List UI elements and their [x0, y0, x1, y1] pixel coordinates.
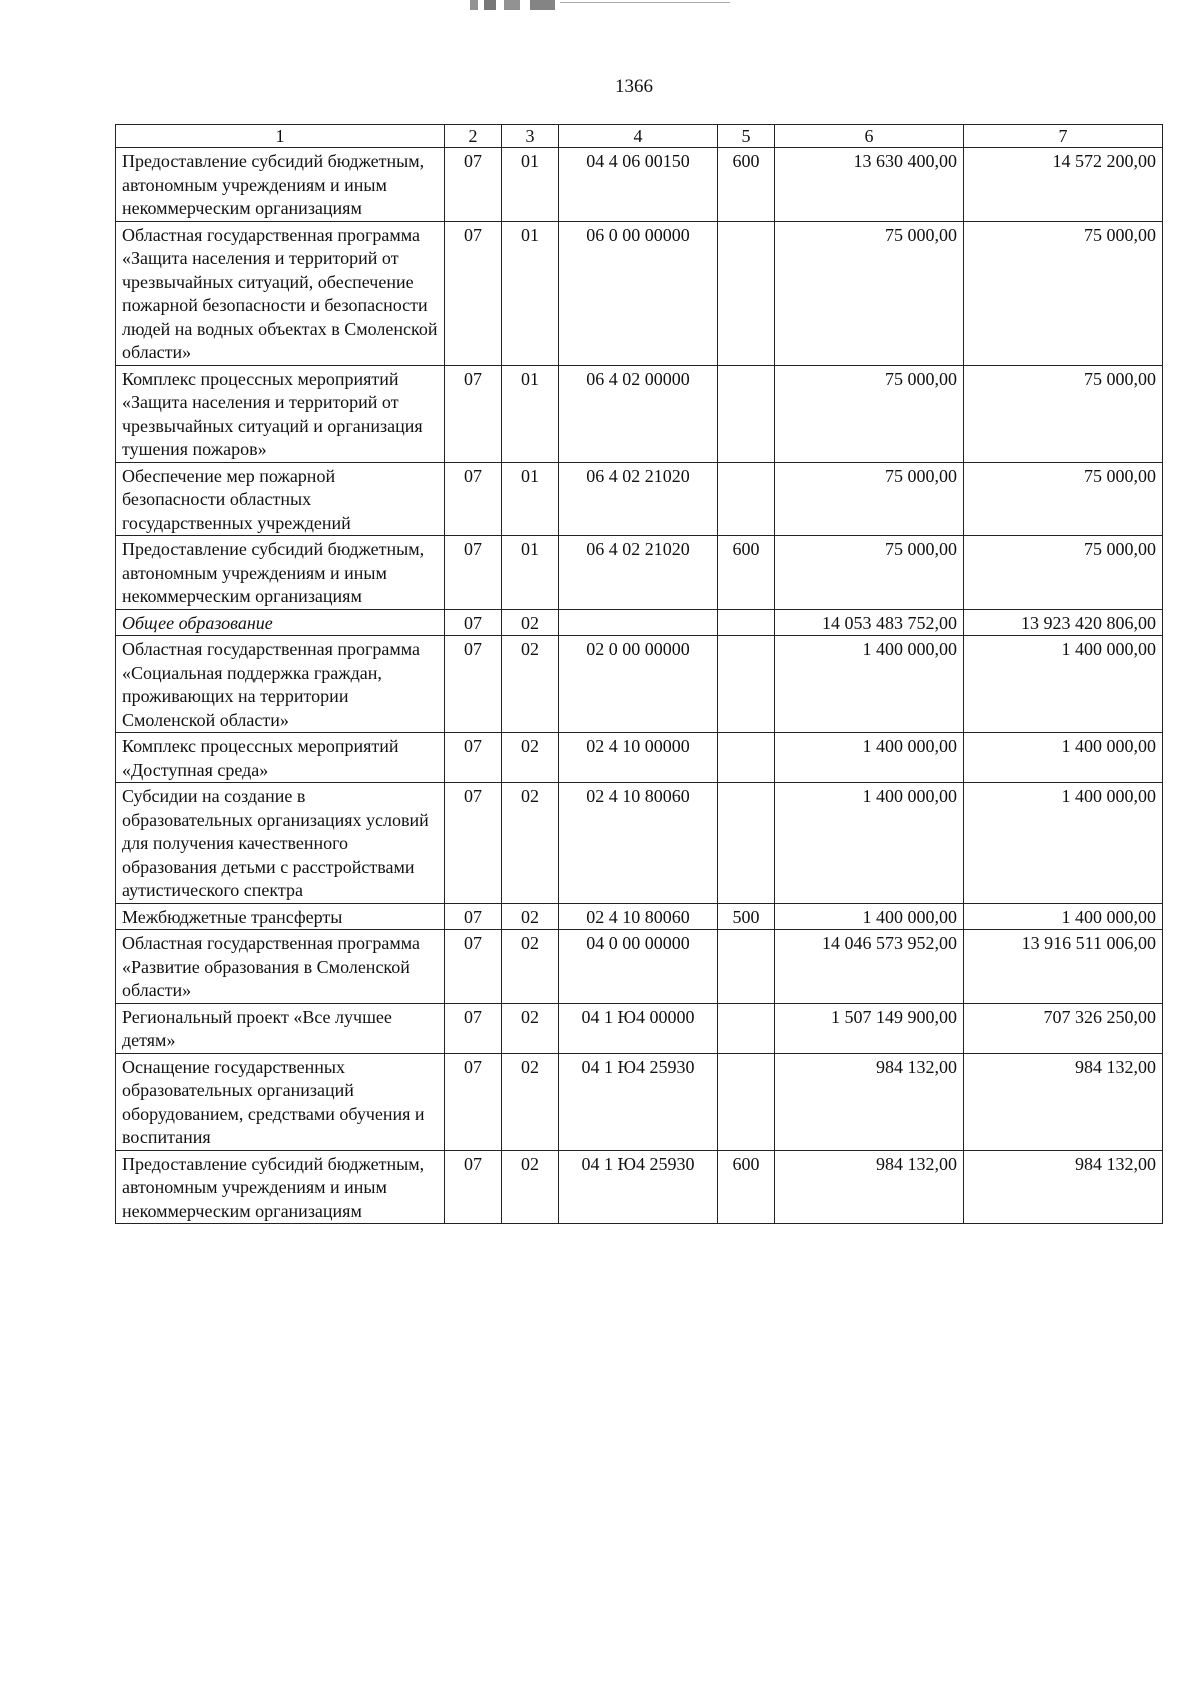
table-row: [116, 783, 1163, 904]
amount-year1-cell: 75 000,00: [775, 221, 964, 365]
target-article-cell: 02 4 10 80060: [559, 783, 718, 904]
column-header: 1: [116, 125, 445, 148]
amount-year1-cell: 75 000,00: [775, 365, 964, 462]
subsection-code-cell: 01: [502, 221, 559, 365]
subsection-code-cell: 02: [502, 1053, 559, 1150]
target-article-cell: 02 0 00 00000: [559, 636, 718, 733]
table-row: [116, 609, 1163, 636]
row-name-cell: Предоставление субсидий бюджетным, автономным учреждениям и иным некоммерческим организациям: [116, 536, 445, 610]
amount-year2-cell: 13 923 420 806,00: [964, 609, 1163, 636]
target-article-cell: 04 1 Ю4 00000: [559, 1003, 718, 1053]
row-name-cell: Областная государственная программа «Развитие образования в Смоленской области»: [116, 930, 445, 1004]
amount-year2-cell: 75 000,00: [964, 462, 1163, 536]
row-name-cell: Комплекс процессных мероприятий «Доступная среда»: [116, 733, 445, 783]
table-header-row: [116, 125, 1163, 148]
amount-year1-cell: 75 000,00: [775, 536, 964, 610]
row-name-cell: Областная государственная программа «Социальная поддержка граждан, проживающих на территории Смоленской области»: [116, 636, 445, 733]
row-name-cell: Межбюджетные трансферты: [116, 903, 445, 930]
table-row: [116, 930, 1163, 1004]
column-header: 4: [559, 125, 718, 148]
row-name-cell: Региональный проект «Все лучшее детям»: [116, 1003, 445, 1053]
section-code-cell: 07: [445, 1003, 502, 1053]
row-name-cell: Областная государственная программа «Защита населения и территорий от чрезвычайных ситуаций, обеспечение пожарной безопасности и безопасности людей на водных объектах в Смоленской области»: [116, 221, 445, 365]
section-code-cell: 07: [445, 365, 502, 462]
section-code-cell: 07: [445, 462, 502, 536]
scan-artifact: [470, 0, 555, 10]
amount-year2-cell: 75 000,00: [964, 221, 1163, 365]
expense-type-cell: 500: [718, 903, 775, 930]
scan-artifact-line: [560, 2, 730, 3]
subsection-code-cell: 02: [502, 1003, 559, 1053]
expense-type-cell: [718, 365, 775, 462]
subsection-code-cell: 01: [502, 536, 559, 610]
expense-type-cell: [718, 930, 775, 1004]
amount-year2-cell: 1 400 000,00: [964, 636, 1163, 733]
expense-type-cell: [718, 1003, 775, 1053]
column-header: 2: [445, 125, 502, 148]
subsection-code-cell: 02: [502, 903, 559, 930]
row-name-cell: Предоставление субсидий бюджетным, автономным учреждениям и иным некоммерческим организациям: [116, 148, 445, 222]
target-article-cell: 04 1 Ю4 25930: [559, 1150, 718, 1224]
expense-type-cell: [718, 783, 775, 904]
amount-year1-cell: 13 630 400,00: [775, 148, 964, 222]
row-name-cell: Общее образование: [116, 609, 445, 636]
row-name-cell: Оснащение государственных образовательных организаций оборудованием, средствами обучения и воспитания: [116, 1053, 445, 1150]
target-article-cell: 06 4 02 21020: [559, 462, 718, 536]
amount-year2-cell: 13 916 511 006,00: [964, 930, 1163, 1004]
subsection-code-cell: 01: [502, 148, 559, 222]
section-code-cell: 07: [445, 733, 502, 783]
target-article-cell: 04 4 06 00150: [559, 148, 718, 222]
amount-year2-cell: 1 400 000,00: [964, 903, 1163, 930]
table-row: [116, 462, 1163, 536]
target-article-cell: 06 0 00 00000: [559, 221, 718, 365]
amount-year1-cell: 75 000,00: [775, 462, 964, 536]
amount-year2-cell: 1 400 000,00: [964, 783, 1163, 904]
expense-type-cell: 600: [718, 1150, 775, 1224]
page-number: 1366: [615, 76, 653, 97]
amount-year1-cell: 1 400 000,00: [775, 903, 964, 930]
table-row: [116, 221, 1163, 365]
subsection-code-cell: 02: [502, 733, 559, 783]
row-name-cell: Предоставление субсидий бюджетным, автономным учреждениям и иным некоммерческим организациям: [116, 1150, 445, 1224]
amount-year1-cell: 984 132,00: [775, 1053, 964, 1150]
amount-year2-cell: 1 400 000,00: [964, 733, 1163, 783]
table-row: [116, 148, 1163, 222]
section-code-cell: 07: [445, 536, 502, 610]
target-article-cell: [559, 609, 718, 636]
budget-table: [115, 124, 1163, 1224]
section-code-cell: 07: [445, 609, 502, 636]
amount-year2-cell: 14 572 200,00: [964, 148, 1163, 222]
target-article-cell: 02 4 10 80060: [559, 903, 718, 930]
section-code-cell: 07: [445, 903, 502, 930]
expense-type-cell: [718, 462, 775, 536]
subsection-code-cell: 01: [502, 365, 559, 462]
section-code-cell: 07: [445, 221, 502, 365]
amount-year2-cell: 707 326 250,00: [964, 1003, 1163, 1053]
subsection-code-cell: 01: [502, 462, 559, 536]
row-name-cell: Комплекс процессных мероприятий «Защита населения и территорий от чрезвычайных ситуаций и организация тушения пожаров»: [116, 365, 445, 462]
table-row: [116, 1003, 1163, 1053]
amount-year1-cell: 1 507 149 900,00: [775, 1003, 964, 1053]
column-header: 6: [775, 125, 964, 148]
amount-year2-cell: 984 132,00: [964, 1053, 1163, 1150]
table-row: [116, 1053, 1163, 1150]
target-article-cell: 04 0 00 00000: [559, 930, 718, 1004]
section-code-cell: 07: [445, 783, 502, 904]
expense-type-cell: [718, 609, 775, 636]
target-article-cell: 06 4 02 00000: [559, 365, 718, 462]
column-header: 5: [718, 125, 775, 148]
section-code-cell: 07: [445, 930, 502, 1004]
subsection-code-cell: 02: [502, 783, 559, 904]
expense-type-cell: [718, 221, 775, 365]
amount-year2-cell: 984 132,00: [964, 1150, 1163, 1224]
row-name-cell: Обеспечение мер пожарной безопасности областных государственных учреждений: [116, 462, 445, 536]
subsection-code-cell: 02: [502, 930, 559, 1004]
expense-type-cell: [718, 1053, 775, 1150]
amount-year1-cell: 984 132,00: [775, 1150, 964, 1224]
row-name-cell: Субсидии на создание в образовательных организациях условий для получения качественного образования детьми с расстройствами аутистического спектра: [116, 783, 445, 904]
subsection-code-cell: 02: [502, 609, 559, 636]
amount-year1-cell: 14 046 573 952,00: [775, 930, 964, 1004]
expense-type-cell: 600: [718, 148, 775, 222]
subsection-code-cell: 02: [502, 636, 559, 733]
section-code-cell: 07: [445, 636, 502, 733]
target-article-cell: 04 1 Ю4 25930: [559, 1053, 718, 1150]
amount-year1-cell: 1 400 000,00: [775, 733, 964, 783]
table-row: [116, 536, 1163, 610]
table-row: [116, 1150, 1163, 1224]
table-row: [116, 636, 1163, 733]
column-header: 7: [964, 125, 1163, 148]
expense-type-cell: [718, 636, 775, 733]
target-article-cell: 02 4 10 00000: [559, 733, 718, 783]
table-row: [116, 365, 1163, 462]
table-body: [116, 148, 1163, 1224]
section-code-cell: 07: [445, 1150, 502, 1224]
amount-year1-cell: 1 400 000,00: [775, 783, 964, 904]
amount-year2-cell: 75 000,00: [964, 365, 1163, 462]
column-header: 3: [502, 125, 559, 148]
table-row: [116, 903, 1163, 930]
amount-year2-cell: 75 000,00: [964, 536, 1163, 610]
subsection-code-cell: 02: [502, 1150, 559, 1224]
target-article-cell: 06 4 02 21020: [559, 536, 718, 610]
amount-year1-cell: 1 400 000,00: [775, 636, 964, 733]
expense-type-cell: [718, 733, 775, 783]
expense-type-cell: 600: [718, 536, 775, 610]
section-code-cell: 07: [445, 148, 502, 222]
section-code-cell: 07: [445, 1053, 502, 1150]
table-row: [116, 733, 1163, 783]
amount-year1-cell: 14 053 483 752,00: [775, 609, 964, 636]
